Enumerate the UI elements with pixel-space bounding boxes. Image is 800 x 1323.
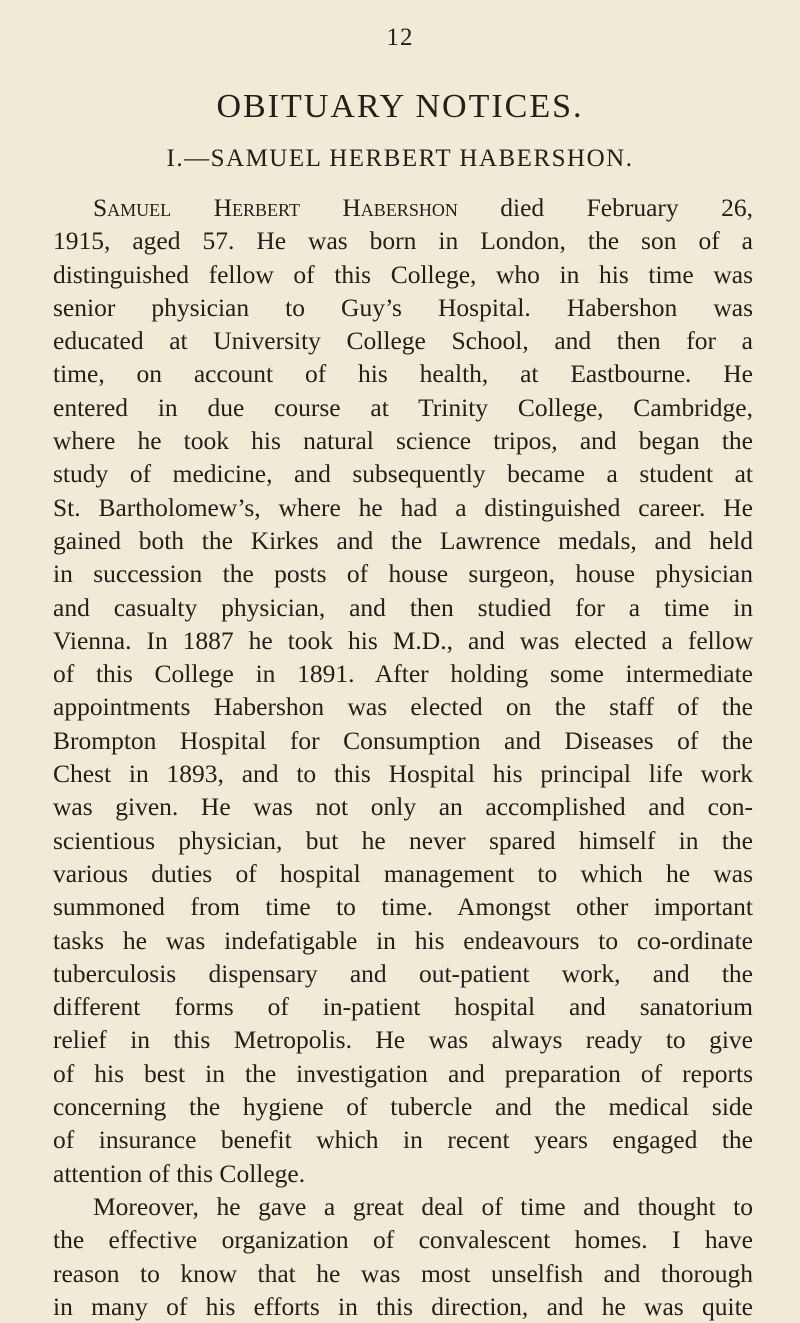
text-line: tuberculosis dispensary and out-patient work, and the (53, 958, 753, 988)
text-line: educated at University College School, and then for a (53, 326, 753, 356)
text-line: Vienna. In 1887 he took his M.D., and was elected a fellow (53, 625, 753, 655)
first-line (53, 191, 753, 224)
paragraph-start-line: Moreover, he gave a great deal of time and thought to (93, 1191, 753, 1221)
text-line: senior physician to Guy’s Hospital. Habershon was (53, 292, 753, 322)
lead-rest: died February 26, (457, 193, 753, 222)
lead-name: Samuel Herbert Habershon (93, 193, 458, 222)
obituary-subtitle: I.—SAMUEL HERBERT HABERSHON. (166, 145, 634, 172)
text-line: of this College in 1891. After holding some intermediate (53, 659, 753, 689)
text-line: was given. He was not only an accomplished and con- (53, 792, 753, 822)
text-line: in many of his efforts in this direction, and he was quite (53, 1291, 753, 1321)
text-line: various duties of hospital management to which he was (53, 858, 753, 888)
text-line: Brompton Hospital for Consumption and Diseases of the (53, 725, 753, 755)
text-line: of his best in the investigation and preparation of reports (53, 1058, 753, 1088)
text-line: reason to know that he was most unselfish and thorough (53, 1258, 753, 1288)
text-line: time, on account of his health, at Eastbourne. He (53, 359, 753, 389)
text-line: different forms of in-patient hospital and sanatorium (53, 992, 753, 1022)
obituary-body (53, 191, 753, 1323)
text-line: and casualty physician, and then studied for a time in (53, 592, 753, 622)
text-line: concerning the hygiene of tubercle and the medical side (53, 1092, 753, 1122)
text-line: in succession the posts of house surgeon, house physician (53, 559, 753, 589)
text-line: of insurance benefit which in recent years engaged the (53, 1125, 753, 1155)
text-line: distinguished fellow of this College, who in his time was (53, 259, 753, 289)
text-line: the effective organization of convalescent homes. I have (53, 1225, 753, 1255)
text-line: St. Bartholomew’s, where he had a distinguished career. He (53, 492, 753, 522)
text-line: where he took his natural science tripos, and began the (53, 426, 753, 456)
page-title: OBITUARY NOTICES. (216, 88, 584, 125)
text-line: appointments Habershon was elected on the staff of the (53, 692, 753, 722)
text-line: study of medicine, and subsequently became a student at (53, 459, 753, 489)
text-line: relief in this Metropolis. He was always ready to give (53, 1025, 753, 1055)
text-line: gained both the Kirkes and the Lawrence medals, and held (53, 525, 753, 555)
page-number: 12 (386, 24, 414, 51)
text-line: Chest in 1893, and to this Hospital his principal life work (53, 759, 753, 789)
text-line: tasks he was indefatigable in his endeavours to co-ordinate (53, 925, 753, 955)
text-line: summoned from time to time. Amongst other important (53, 892, 753, 922)
text-line: entered in due course at Trinity College, Cambridge, (53, 392, 753, 422)
paragraph-end-line: attention of this College. (53, 1158, 306, 1188)
text-line: scientious physician, but he never spared himself in the (53, 825, 753, 855)
text-line: 1915, aged 57. He was born in London, the son of a (53, 226, 753, 256)
